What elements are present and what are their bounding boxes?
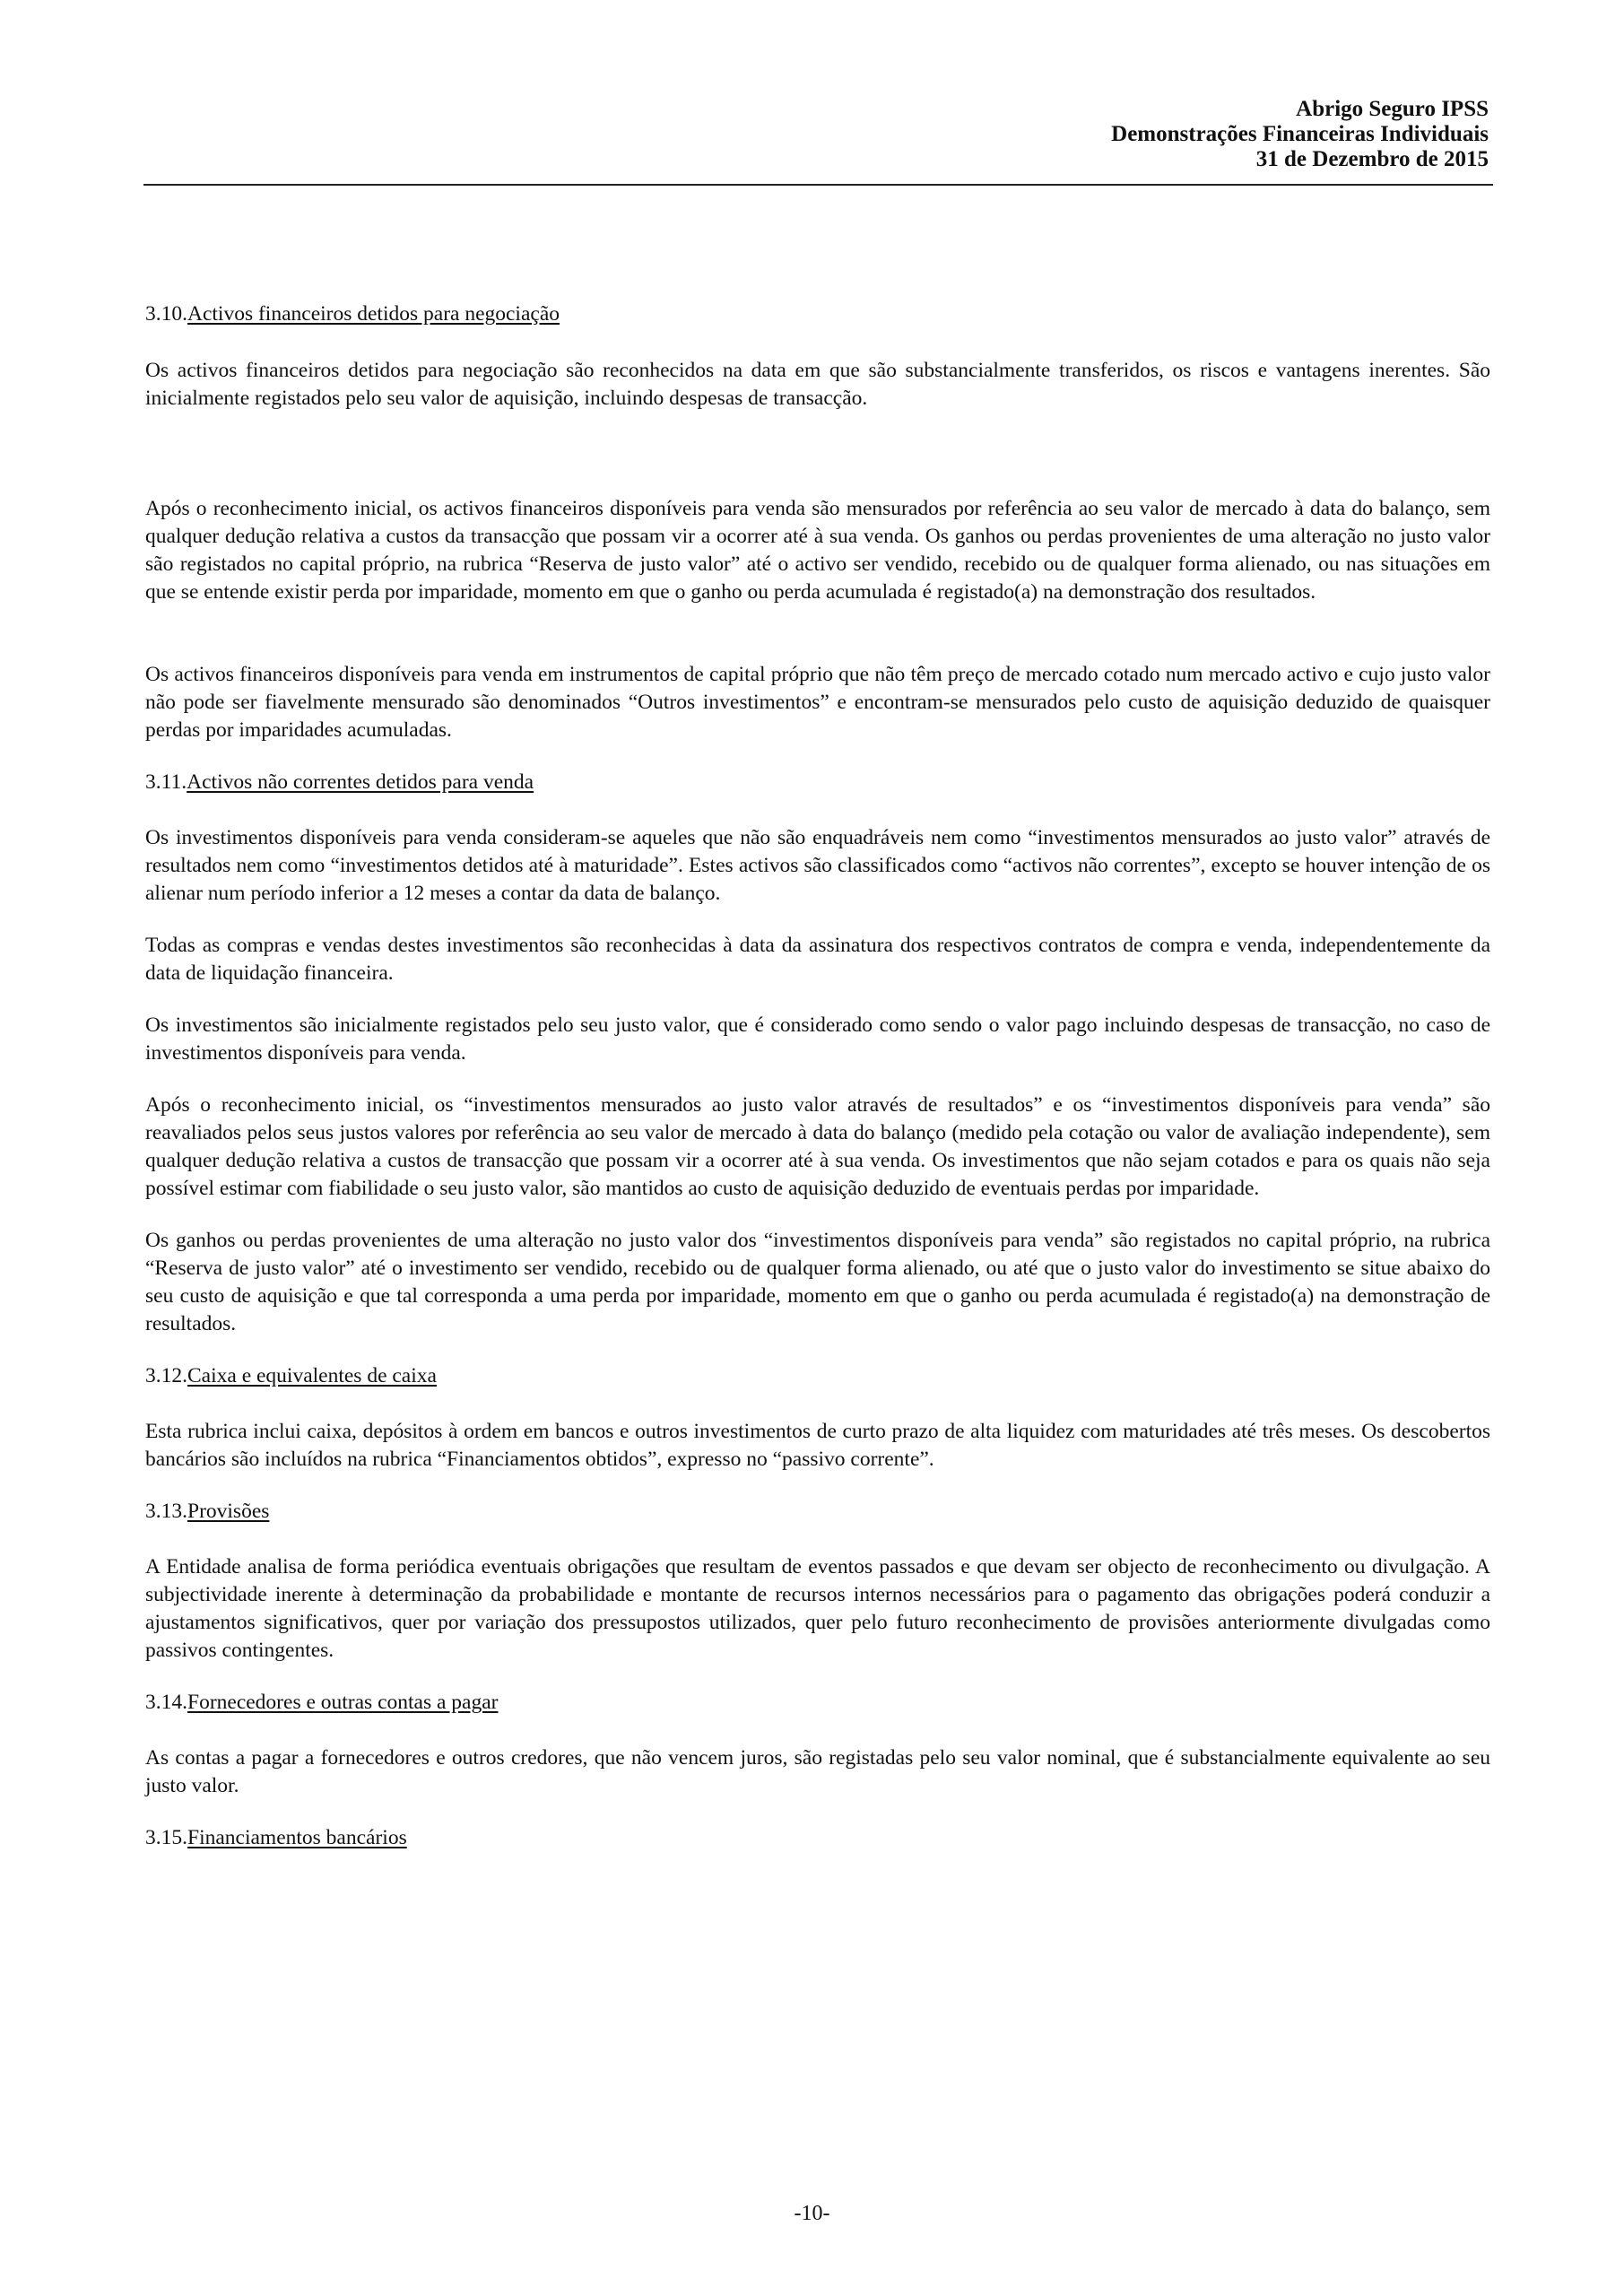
section-heading (145, 1689, 1490, 1717)
section-number: 3.12. (145, 1364, 187, 1387)
report-date: 31 de Dezembro de 2015 (1255, 147, 1489, 171)
paragraph: Após o reconhecimento inicial, os “investimentos mensurados ao justo valor através de resultados” e os “investimentos disponíveis para venda” são reavaliados pelos seus justos valores por referência ao seu valor de mercado à data do balanço (medido pela cotação ou valor de avaliação independente), sem qualquer dedução relativa a custos de transacção que possam vir a ocorrer até à sua venda. Os investimentos que não sejam cotados e para os quais não seja possível estimar com fiabilidade o seu justo valor, são mantidos ao custo de aquisição deduzido de eventuais perdas por imparidade. (145, 1093, 1490, 1200)
paragraph: Os activos financeiros detidos para negociação são reconhecidos na data em que são substancialmente transferidos, os riscos e vantagens inerentes. São inicialmente registados pelo seu valor de aquisição, incluindo despesas de transacção. (145, 359, 1490, 410)
section-title: Caixa e equivalentes de caixa (187, 1364, 437, 1387)
paragraph: As contas a pagar a fornecedores e outros credores, que não vencem juros, são registadas pelo seu valor nominal, que é substancialmente equivalente ao seu justo valor. (145, 1746, 1490, 1797)
paragraph: Os ganhos ou perdas provenientes de uma alteração no justo valor dos “investimentos disponíveis para venda” são registados no capital próprio, na rubrica “Reserva de justo valor” até o investimento ser vendido, recebido ou de qualquer forma alienado, ou até que o justo valor do investimento se situe abaixo do seu custo de aquisição e que tal corresponda a uma perda por imparidade, momento em que o ganho ou perda acumulada é registado(a) na demonstração de resultados. (145, 1229, 1490, 1335)
section-number: 3.10. (145, 302, 187, 326)
paragraph: Esta rubrica inclui caixa, depósitos à ordem em bancos e outros investimentos de curto prazo de alta liquidez com maturidades até três meses. Os descobertos bancários são incluídos na rubrica “Financiamentos obtidos”, expresso no “passivo corrente”. (145, 1420, 1490, 1471)
section-number: 3.11. (145, 770, 187, 794)
section-3-14 (145, 1689, 1490, 1800)
section-title: Activos não correntes detidos para venda (187, 770, 534, 794)
section-heading (145, 300, 1490, 328)
page-header (143, 97, 1489, 172)
header-divider (143, 184, 1493, 186)
section-3-13 (145, 1498, 1490, 1665)
document-title: Demonstrações Financeiras Individuais (1111, 122, 1489, 146)
paragraph: Os activos financeiros disponíveis para venda em instrumentos de capital próprio que não têm preço de mercado cotado num mercado activo e cujo justo valor não pode ser fiavelmente mensurado são denominados “Outros investimentos” e encontram-se mensurados pelo custo de aquisição deduzido de quaisquer perdas por imparidades acumuladas. (145, 663, 1490, 742)
document-body (145, 300, 1490, 1852)
section-heading (145, 769, 1490, 796)
paragraph: Após o reconhecimento inicial, os activos financeiros disponíveis para venda são mensurados por referência ao seu valor de mercado à data do balanço, sem qualquer dedução relativa a custos da transacção que possam vir a ocorrer até à sua venda. Os ganhos ou perdas provenientes de uma alteração no justo valor são registados no capital próprio, na rubrica “Reserva de justo valor” até o activo ser vendido, recebido ou de qualquer forma alienado, ou nas situações em que se entende existir perda por imparidade, momento em que o ganho ou perda acumulada é registado(a) na demonstração dos resultados. (145, 497, 1490, 604)
page-number: -10- (794, 2202, 830, 2225)
section-number: 3.13. (145, 1500, 187, 1523)
section-heading (145, 1498, 1490, 1526)
section-heading (145, 1362, 1490, 1390)
section-title: Provisões (187, 1500, 270, 1523)
entity-name: Abrigo Seguro IPSS (1296, 97, 1489, 121)
section-number: 3.15. (145, 1826, 187, 1849)
section-title: Financiamentos bancários (187, 1826, 407, 1849)
section-3-10 (145, 300, 1490, 744)
section-3-15 (145, 1824, 1490, 1852)
paragraph: Os investimentos são inicialmente registados pelo seu justo valor, que é considerado como sendo o valor pago incluindo despesas de transacção, no caso de investimentos disponíveis para venda. (145, 1013, 1490, 1065)
section-title: Fornecedores e outras contas a pagar (187, 1691, 499, 1714)
section-3-12 (145, 1362, 1490, 1474)
section-heading (145, 1824, 1490, 1852)
paragraph: Os investimentos disponíveis para venda consideram-se aqueles que não são enquadráveis nem como “investimentos mensurados ao justo valor” através de resultados nem como “investimentos detidos até à maturidade”. Estes activos são classificados como “activos não correntes”, excepto se houver intenção de os alienar num período inferior a 12 meses a contar da data de balanço. (145, 826, 1490, 905)
section-3-11 (145, 769, 1490, 1338)
paragraph: Todas as compras e vendas destes investimentos são reconhecidas à data da assinatura dos respectivos contratos de compra e venda, independentemente da data de liquidação financeira. (145, 934, 1490, 985)
paragraph: A Entidade analisa de forma periódica eventuais obrigações que resultam de eventos passados e que devam ser objecto de reconhecimento ou divulgação. A subjectividade inerente à determinação da probabilidade e montante de recursos internos necessários para o pagamento das obrigações poderá conduzir a ajustamentos significativos, quer por variação dos pressupostos utilizados, quer pelo futuro reconhecimento de provisões anteriormente divulgadas como passivos contingentes. (145, 1555, 1490, 1662)
section-title: Activos financeiros detidos para negociação (187, 302, 560, 326)
section-number: 3.14. (145, 1691, 187, 1714)
